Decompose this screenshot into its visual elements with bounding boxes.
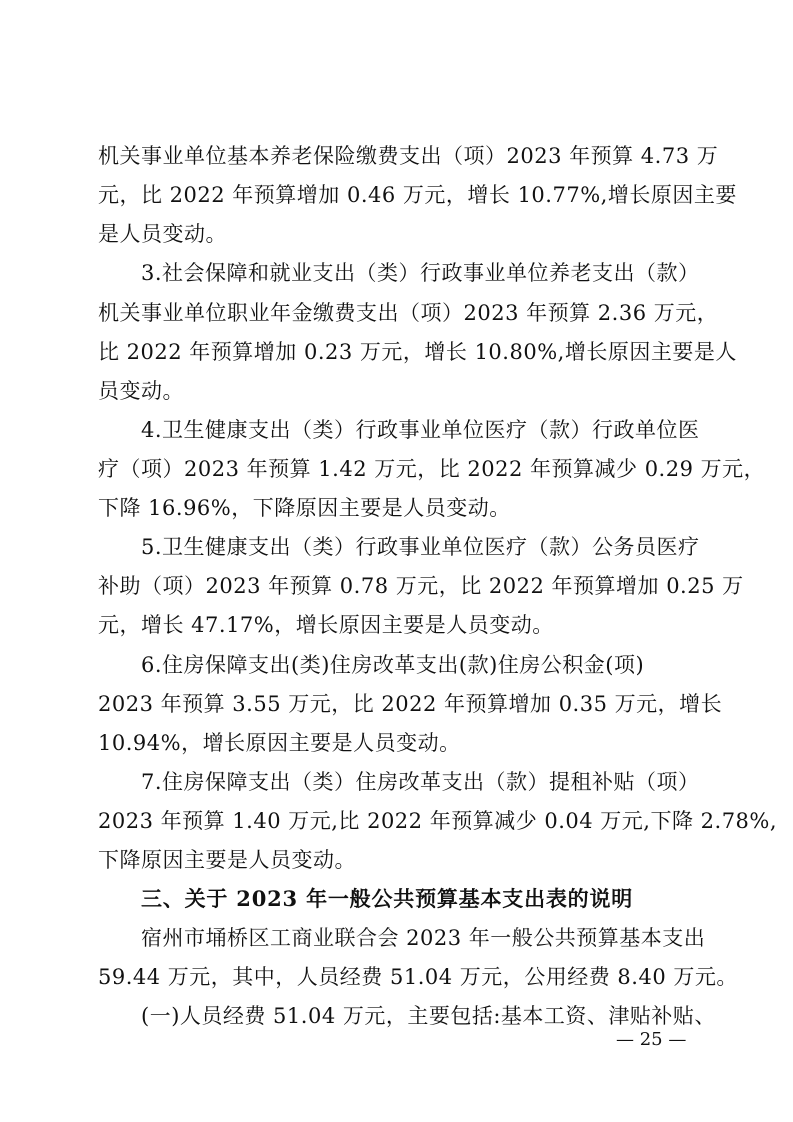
body-line-6: 比 2022 年预算增加 0.23 万元，增长 10.80%,增长原因主要是人: [98, 340, 737, 364]
body-line-16: 10.94%，增长原因主要是人员变动。: [98, 731, 461, 755]
body-line-12: 补助（项）2023 年预算 0.78 万元，比 2022 年预算增加 0.25 万: [98, 574, 744, 598]
body-line-2: 元，比 2022 年预算增加 0.46 万元，增长 10.77%,增长原因主要: [98, 183, 737, 207]
body-line-15: 2023 年预算 3.55 万元，比 2022 年预算增加 0.35 万元，增长: [98, 692, 723, 716]
body-line-8: 4.卫生健康支出（类）行政事业单位医疗（款）行政单位医: [141, 418, 700, 442]
body-line-22: (一)人员经费 51.04 万元，主要包括:基本工资、津贴补贴、: [141, 1004, 716, 1028]
body-line-7: 员变动。: [98, 379, 184, 403]
body-line-21: 59.44 万元，其中，人员经费 51.04 万元，公用经费 8.40 万元。: [98, 965, 738, 989]
page-number: — 25 —: [616, 1029, 687, 1050]
body-line-11: 5.卫生健康支出（类）行政事业单位医疗（款）公务员医疗: [141, 535, 700, 559]
body-line-4: 3.社会保障和就业支出（类）行政事业单位养老支出（款）: [141, 261, 700, 285]
body-line-19: 下降原因主要是人员变动。: [98, 848, 356, 872]
body-line-1: 机关事业单位基本养老保险缴费支出（项）2023 年预算 4.73 万: [98, 144, 719, 168]
body-line-17: 7.住房保障支出（类）住房改革支出（款）提租补贴（项）: [141, 770, 700, 794]
body-line-9: 疗（项）2023 年预算 1.42 万元，比 2022 年预算减少 0.29 万元，: [98, 457, 766, 481]
body-line-20: 宿州市埇桥区工商业联合会 2023 年一般公共预算基本支出: [141, 926, 706, 950]
body-line-10: 下降 16.96%，下降原因主要是人员变动。: [98, 496, 511, 520]
body-line-13: 元，增长 47.17%，增长原因主要是人员变动。: [98, 613, 554, 637]
body-line-18: 2023 年预算 1.40 万元,比 2022 年预算减少 0.04 万元,下降 2.78%,: [98, 809, 778, 833]
section-heading: 三、关于 2023 年一般公共预算基本支出表的说明: [141, 886, 634, 911]
body-line-3: 是人员变动。: [98, 222, 227, 246]
body-line-5: 机关事业单位职业年金缴费支出（项）2023 年预算 2.36 万元，: [98, 301, 719, 325]
body-line-14: 6.住房保障支出(类)住房改革支出(款)住房公积金(项): [141, 653, 645, 677]
